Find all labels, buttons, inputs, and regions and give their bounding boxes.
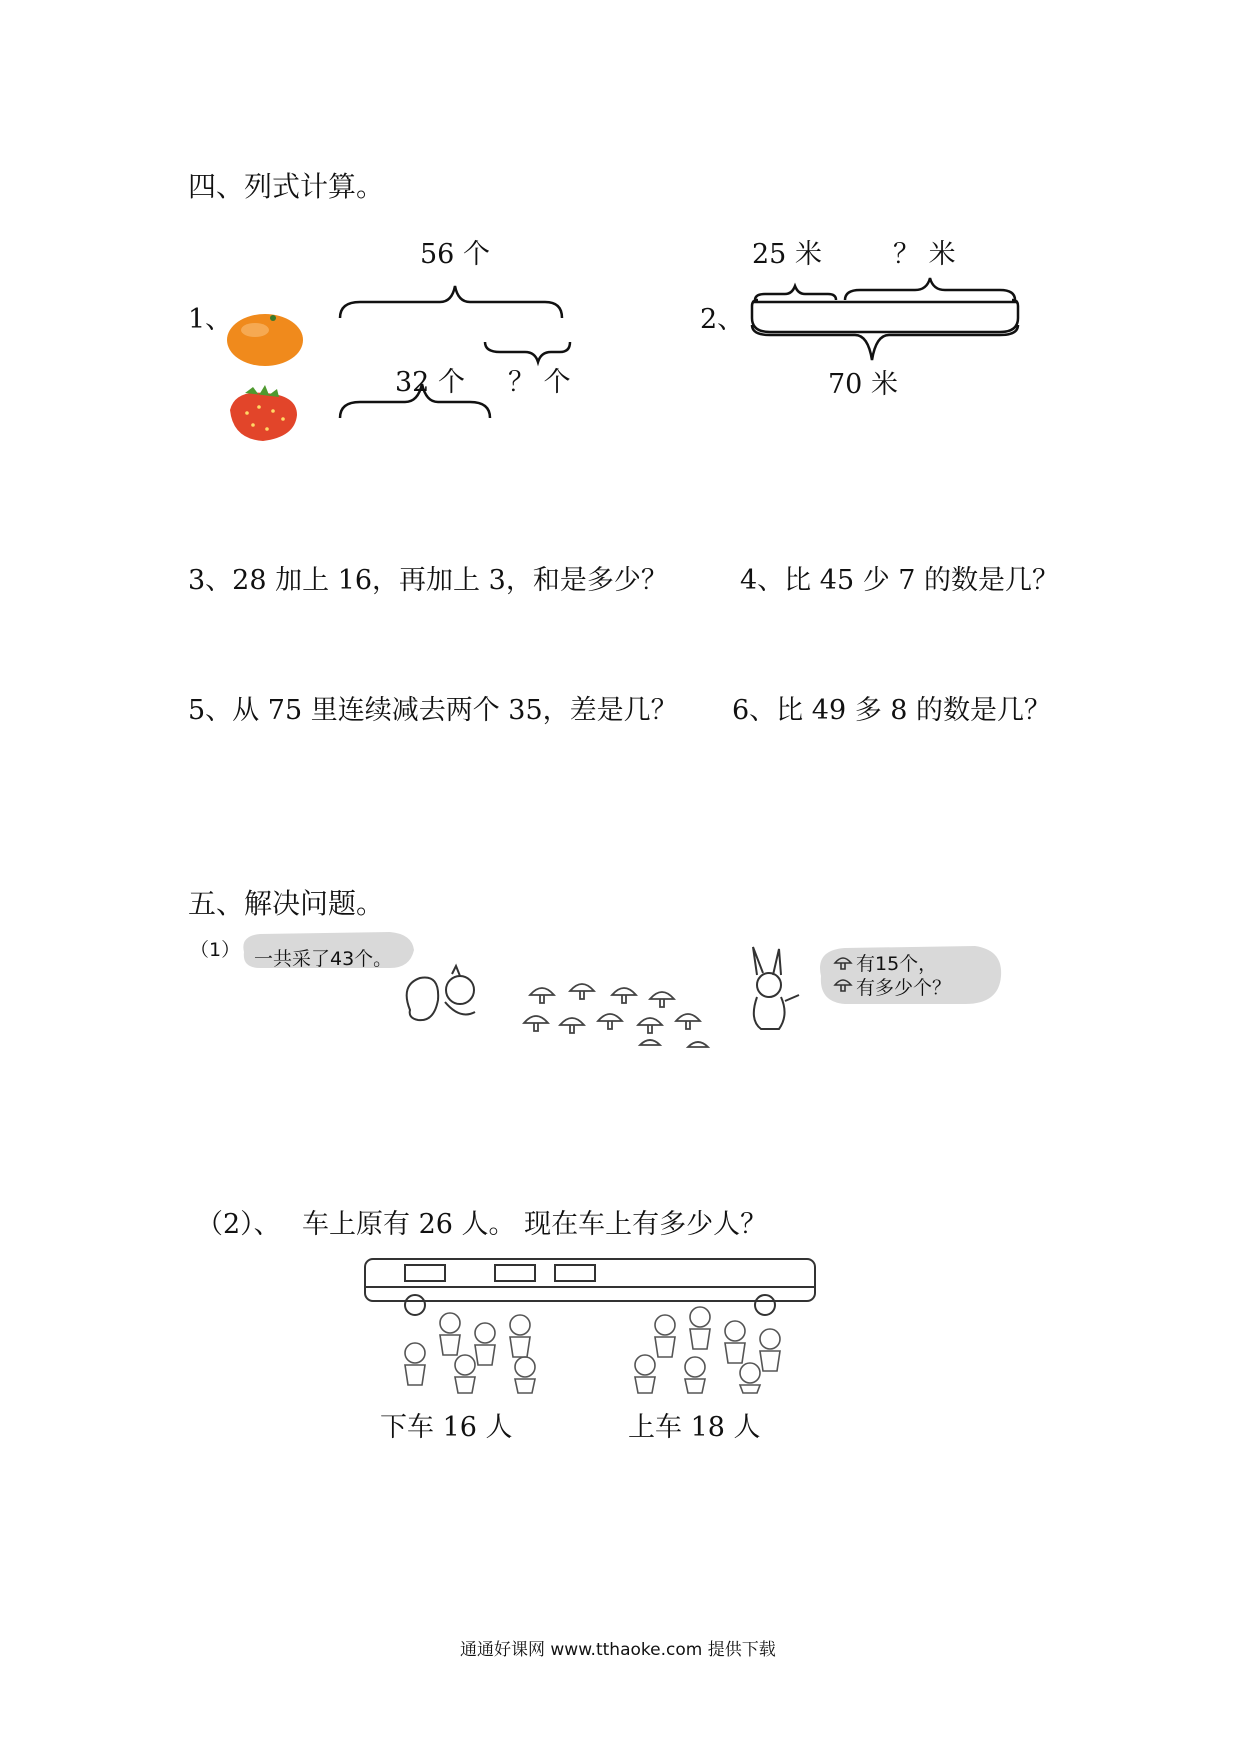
q1-total-label: 56 个 (420, 239, 490, 270)
q1-part-a-label: 32 个 (395, 367, 465, 398)
section-5-title: 五、解决问题。 (188, 887, 385, 920)
getting-off-label: 下车 16 人 (380, 1412, 513, 1443)
q2-part-a-brace (755, 286, 836, 300)
right-bubble-line-2: 有多少个？ (856, 977, 952, 999)
right-bubble-line-1: 有15个， (856, 953, 938, 975)
q1-part-b-label: ？ 个 (508, 367, 571, 398)
q2-part-b-label: ？ 米 (893, 239, 956, 270)
question-4: 4、比 45 少 7 的数是几？ (740, 565, 1060, 596)
problem-1-label: （1） (190, 939, 241, 961)
q1-part-a-brace (340, 384, 490, 418)
q2-part-a-label: 25 米 (752, 239, 822, 270)
left-bubble-text: 一共采了43个。 (254, 948, 393, 970)
orange-icon (225, 310, 305, 370)
getting-on-label: 上车 18 人 (628, 1412, 761, 1443)
q1-part-b-brace (485, 342, 570, 362)
problem-2-label: （2）、 (196, 1209, 281, 1240)
footer-text: 通通好课网 www.tthaoke.com 提供下载 (460, 1640, 776, 1660)
squirrel-illustration (400, 960, 490, 1030)
rabbit-illustration (735, 945, 805, 1035)
q2-total-label: 70 米 (828, 369, 898, 400)
question-3: 3、28 加上 16，再加上 3，和是多少？ (188, 565, 668, 596)
section-4-title: 四、列式计算。 (188, 170, 385, 203)
bus-illustration (355, 1255, 825, 1395)
question-6: 6、比 49 多 8 的数是几？ (732, 695, 1052, 726)
problem-2-question: 车上原有 26 人。 现在车上有多少人？ (302, 1209, 768, 1240)
q1-label: 1、 (188, 304, 233, 335)
question-5: 5、从 75 里连续减去两个 35，差是几？ (188, 695, 678, 726)
mushroom-icon (833, 953, 853, 997)
q2-segment-line (752, 300, 1018, 332)
strawberry-icon (225, 385, 305, 445)
q2-part-b-brace (845, 278, 1015, 300)
mushroom-field (520, 975, 720, 1060)
q1-total-brace (340, 286, 562, 318)
q2-total-brace (752, 325, 1018, 360)
q2-label: 2、 (700, 304, 745, 335)
